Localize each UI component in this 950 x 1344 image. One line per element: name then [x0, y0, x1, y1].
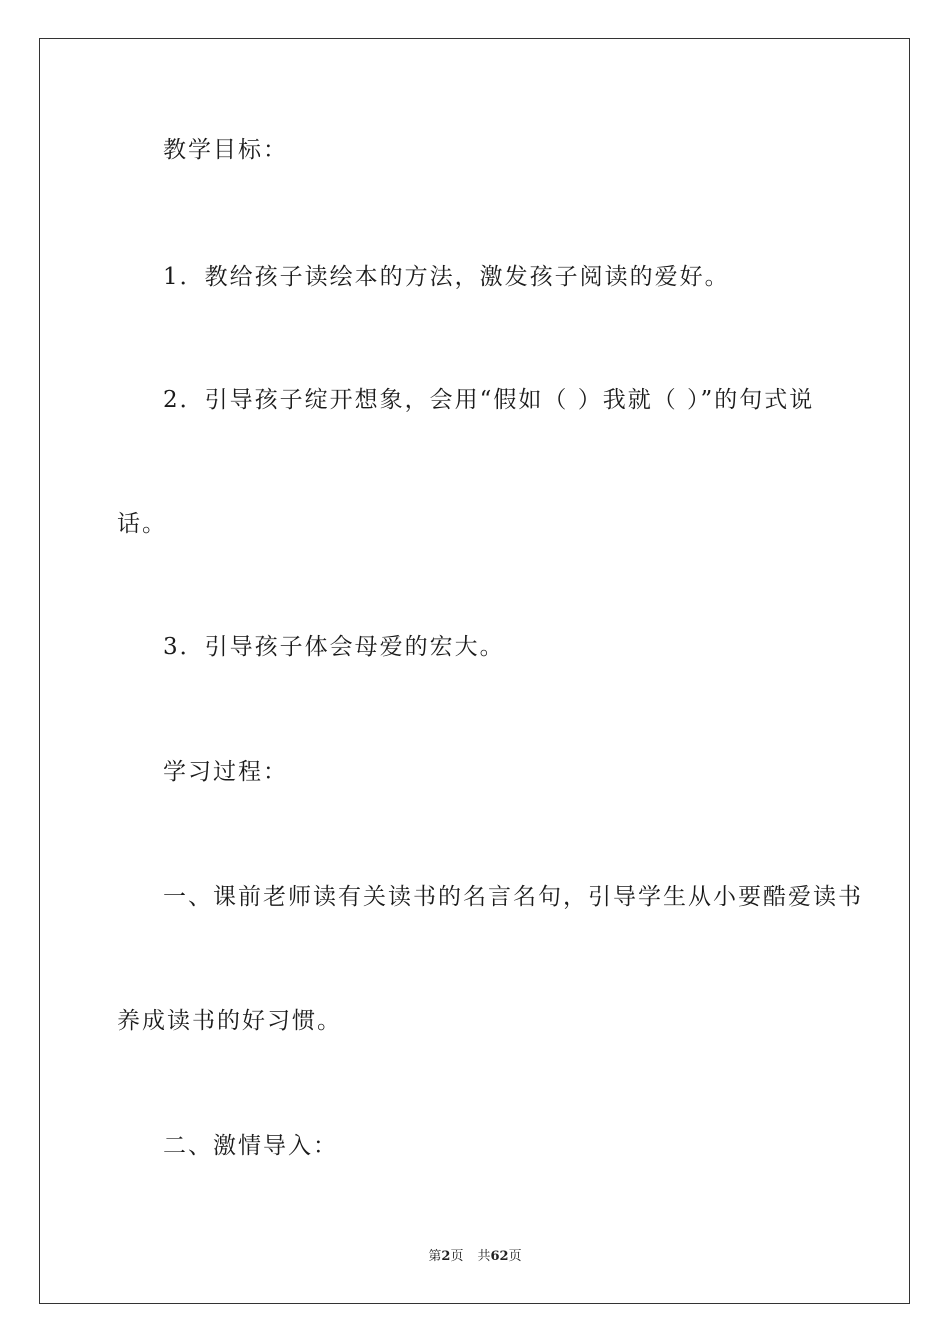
total-pages: 62 [490, 1249, 509, 1264]
goal-item-3: 3．引导孩子体会母爱的宏大。 [163, 634, 505, 660]
goal-item-2: 2．引导孩子绽开想象，会用“假如（ ）我就（ ）”的句式说 [163, 387, 815, 413]
heading-learning-process: 学习过程： [163, 759, 288, 785]
process-step-1: 一、课前老师读有关读书的名言名句，引导学生从小要酷爱读书 [163, 884, 863, 910]
page-footer [0, 1248, 950, 1266]
total-suffix: 页 [508, 1249, 522, 1264]
total-prefix: 共 [477, 1249, 491, 1264]
page-suffix: 页 [450, 1249, 464, 1264]
process-step-1-continued: 养成读书的好习惯。 [117, 1008, 342, 1034]
goal-item-2-continued: 话。 [117, 511, 167, 537]
page-prefix: 第 [428, 1249, 442, 1264]
page-number: 2 [441, 1249, 451, 1264]
process-step-2: 二、激情导入： [163, 1133, 338, 1159]
goal-item-1: 1．教给孩子读绘本的方法，激发孩子阅读的爱好。 [163, 264, 730, 290]
heading-teaching-goals: 教学目标： [163, 137, 288, 163]
